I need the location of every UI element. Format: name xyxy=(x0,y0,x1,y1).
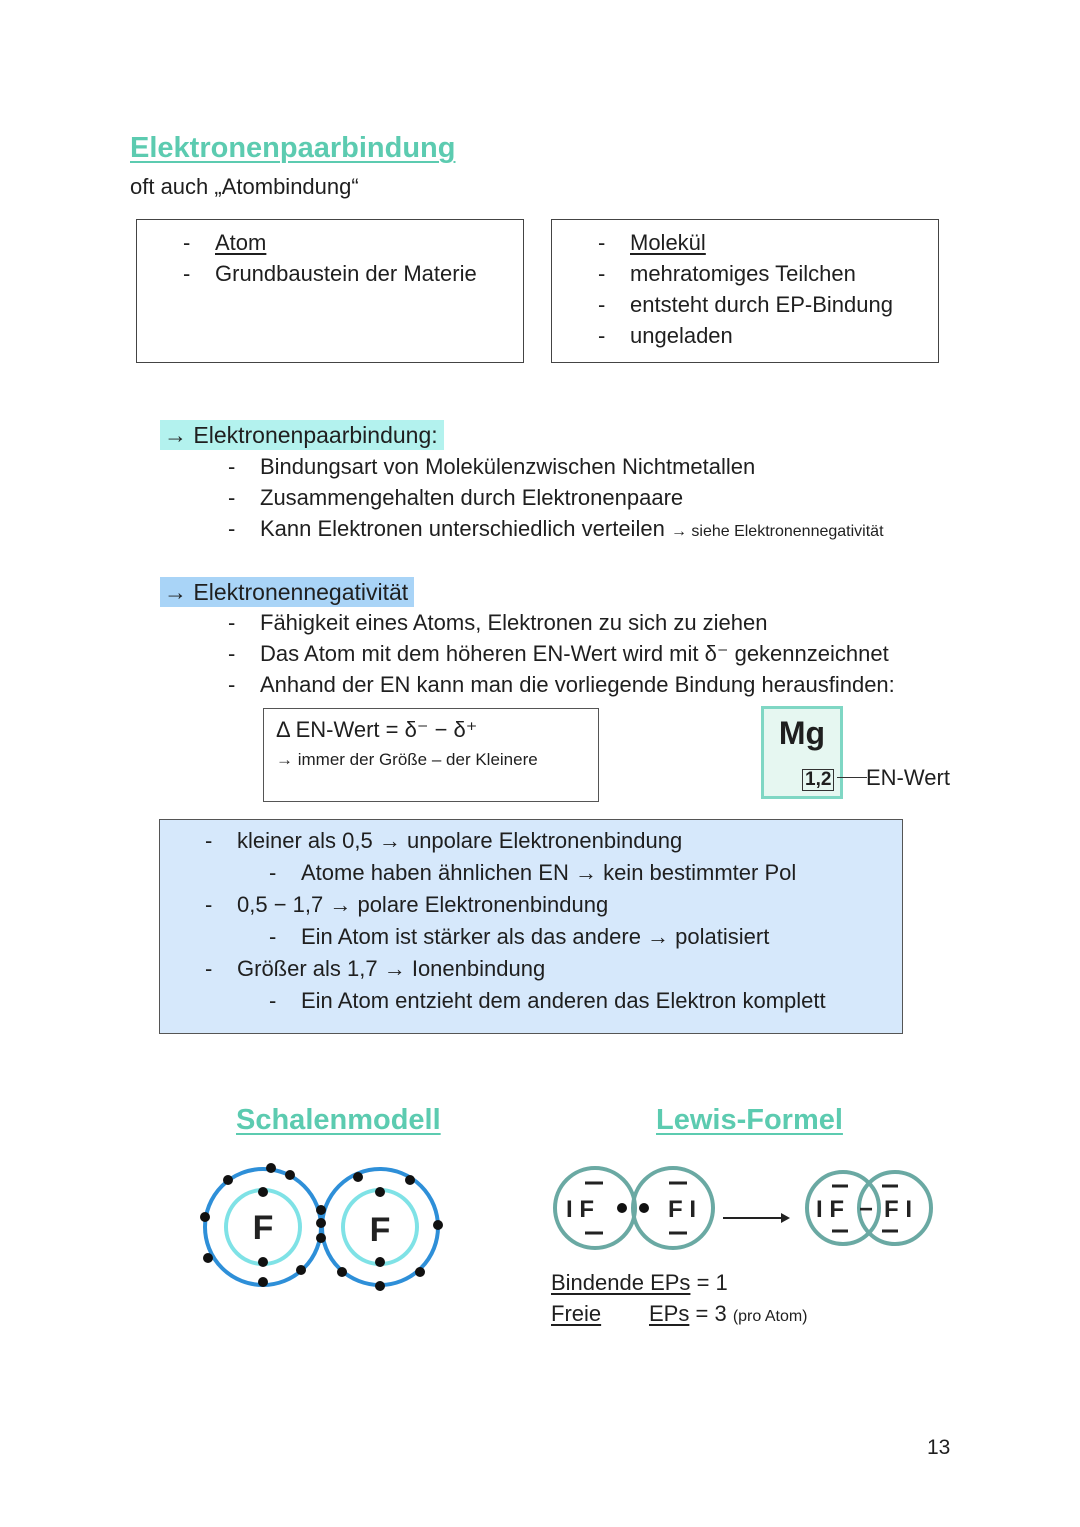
rule-subitem: - Ein Atom ist stärker als das andere → polatisiert xyxy=(191,921,902,953)
rule-subitem: - Ein Atom entzieht dem anderen das Elektron komplett xyxy=(191,985,902,1017)
lewis-left-f1: I F xyxy=(566,1196,594,1223)
atom-box xyxy=(136,219,524,363)
rule-subitem: - Atome haben ähnlichen EN → kein bestimmter Pol xyxy=(191,857,902,889)
lewis-left-f2: F I xyxy=(668,1196,696,1223)
bindende-eps: Bindende EPs = 1 xyxy=(551,1270,728,1295)
epb-item: - Zusammengehalten durch Elektronenpaare xyxy=(214,482,884,513)
formula-text: Δ EN-Wert = δ⁻ − δ⁺ xyxy=(276,717,478,742)
schalenmodell-title: Schalenmodell xyxy=(236,1104,441,1136)
element-value: 1,2 xyxy=(802,769,834,791)
formula-note: → immer der Größe – der Kleinere xyxy=(276,750,538,769)
molekuel-box-item: - mehratomiges Teilchen xyxy=(584,258,938,289)
en-item: - Fähigkeit eines Atoms, Elektronen zu sich zu ziehen xyxy=(214,607,895,638)
epb-item: - Bindungsart von Molekülenzwischen Nichtmetallen xyxy=(214,451,884,482)
atom-box-item: - Atom xyxy=(169,227,523,258)
rule-item: - Größer als 1,7 → Ionenbindung xyxy=(191,953,902,985)
en-list xyxy=(214,607,895,700)
molekuel-box-item: - Molekül xyxy=(584,227,938,258)
page-title: Elektronenpaarbindung xyxy=(130,132,456,164)
element-tile xyxy=(761,706,843,799)
en-item: - Das Atom mit dem höheren EN-Wert wird mit δ⁻ gekennzeichnet xyxy=(214,638,895,669)
electrons xyxy=(200,1163,443,1291)
rule-item: - kleiner als 0,5 → unpolare Elektronenbindung xyxy=(191,825,902,857)
lewis-diagram xyxy=(545,1158,945,1268)
molekuel-box xyxy=(551,219,939,363)
page-number: 13 xyxy=(927,1436,951,1459)
element-symbol: Mg xyxy=(778,715,826,751)
epb-list xyxy=(214,451,884,547)
lewis-title: Lewis-Formel xyxy=(656,1104,843,1136)
en-heading: → Elektronennegativität xyxy=(160,577,414,607)
freie-eps: Freie EPs = 3 (pro Atom) xyxy=(551,1301,808,1326)
epb-heading: → Elektronenpaarbindung: xyxy=(160,420,444,450)
molekuel-box-item: - entsteht durch EP-Bindung xyxy=(584,289,938,320)
page-subtitle: oft auch „Atombindung“ xyxy=(130,174,359,199)
molekuel-box-item: - ungeladen xyxy=(584,320,938,351)
lewis-right-f2: F I xyxy=(884,1196,912,1223)
epb-item: - Kann Elektronen unterschiedlich verteilen → siehe Elektronennegativität xyxy=(214,513,884,547)
rule-item: - 0,5 − 1,7 → polare Elektronenbindung xyxy=(191,889,902,921)
lewis-bond: − xyxy=(859,1196,874,1223)
bond-rules-box xyxy=(159,819,903,1034)
formula-box xyxy=(263,708,599,802)
epb-item-note: → siehe Elektronennegativität xyxy=(670,523,884,540)
atom-box-item: - Grundbaustein der Materie xyxy=(169,258,523,289)
en-value-label: EN-Wert xyxy=(866,765,950,790)
en-value-pointer xyxy=(837,777,867,778)
en-item: - Anhand der EN kann man die vorliegende Bindung herausfinden: xyxy=(214,669,895,700)
lewis-right-f1: I F xyxy=(816,1196,844,1223)
atom-symbol-left: F xyxy=(252,1209,274,1247)
schalenmodell-diagram xyxy=(190,1160,455,1295)
atom-symbol-right: F xyxy=(369,1211,391,1249)
